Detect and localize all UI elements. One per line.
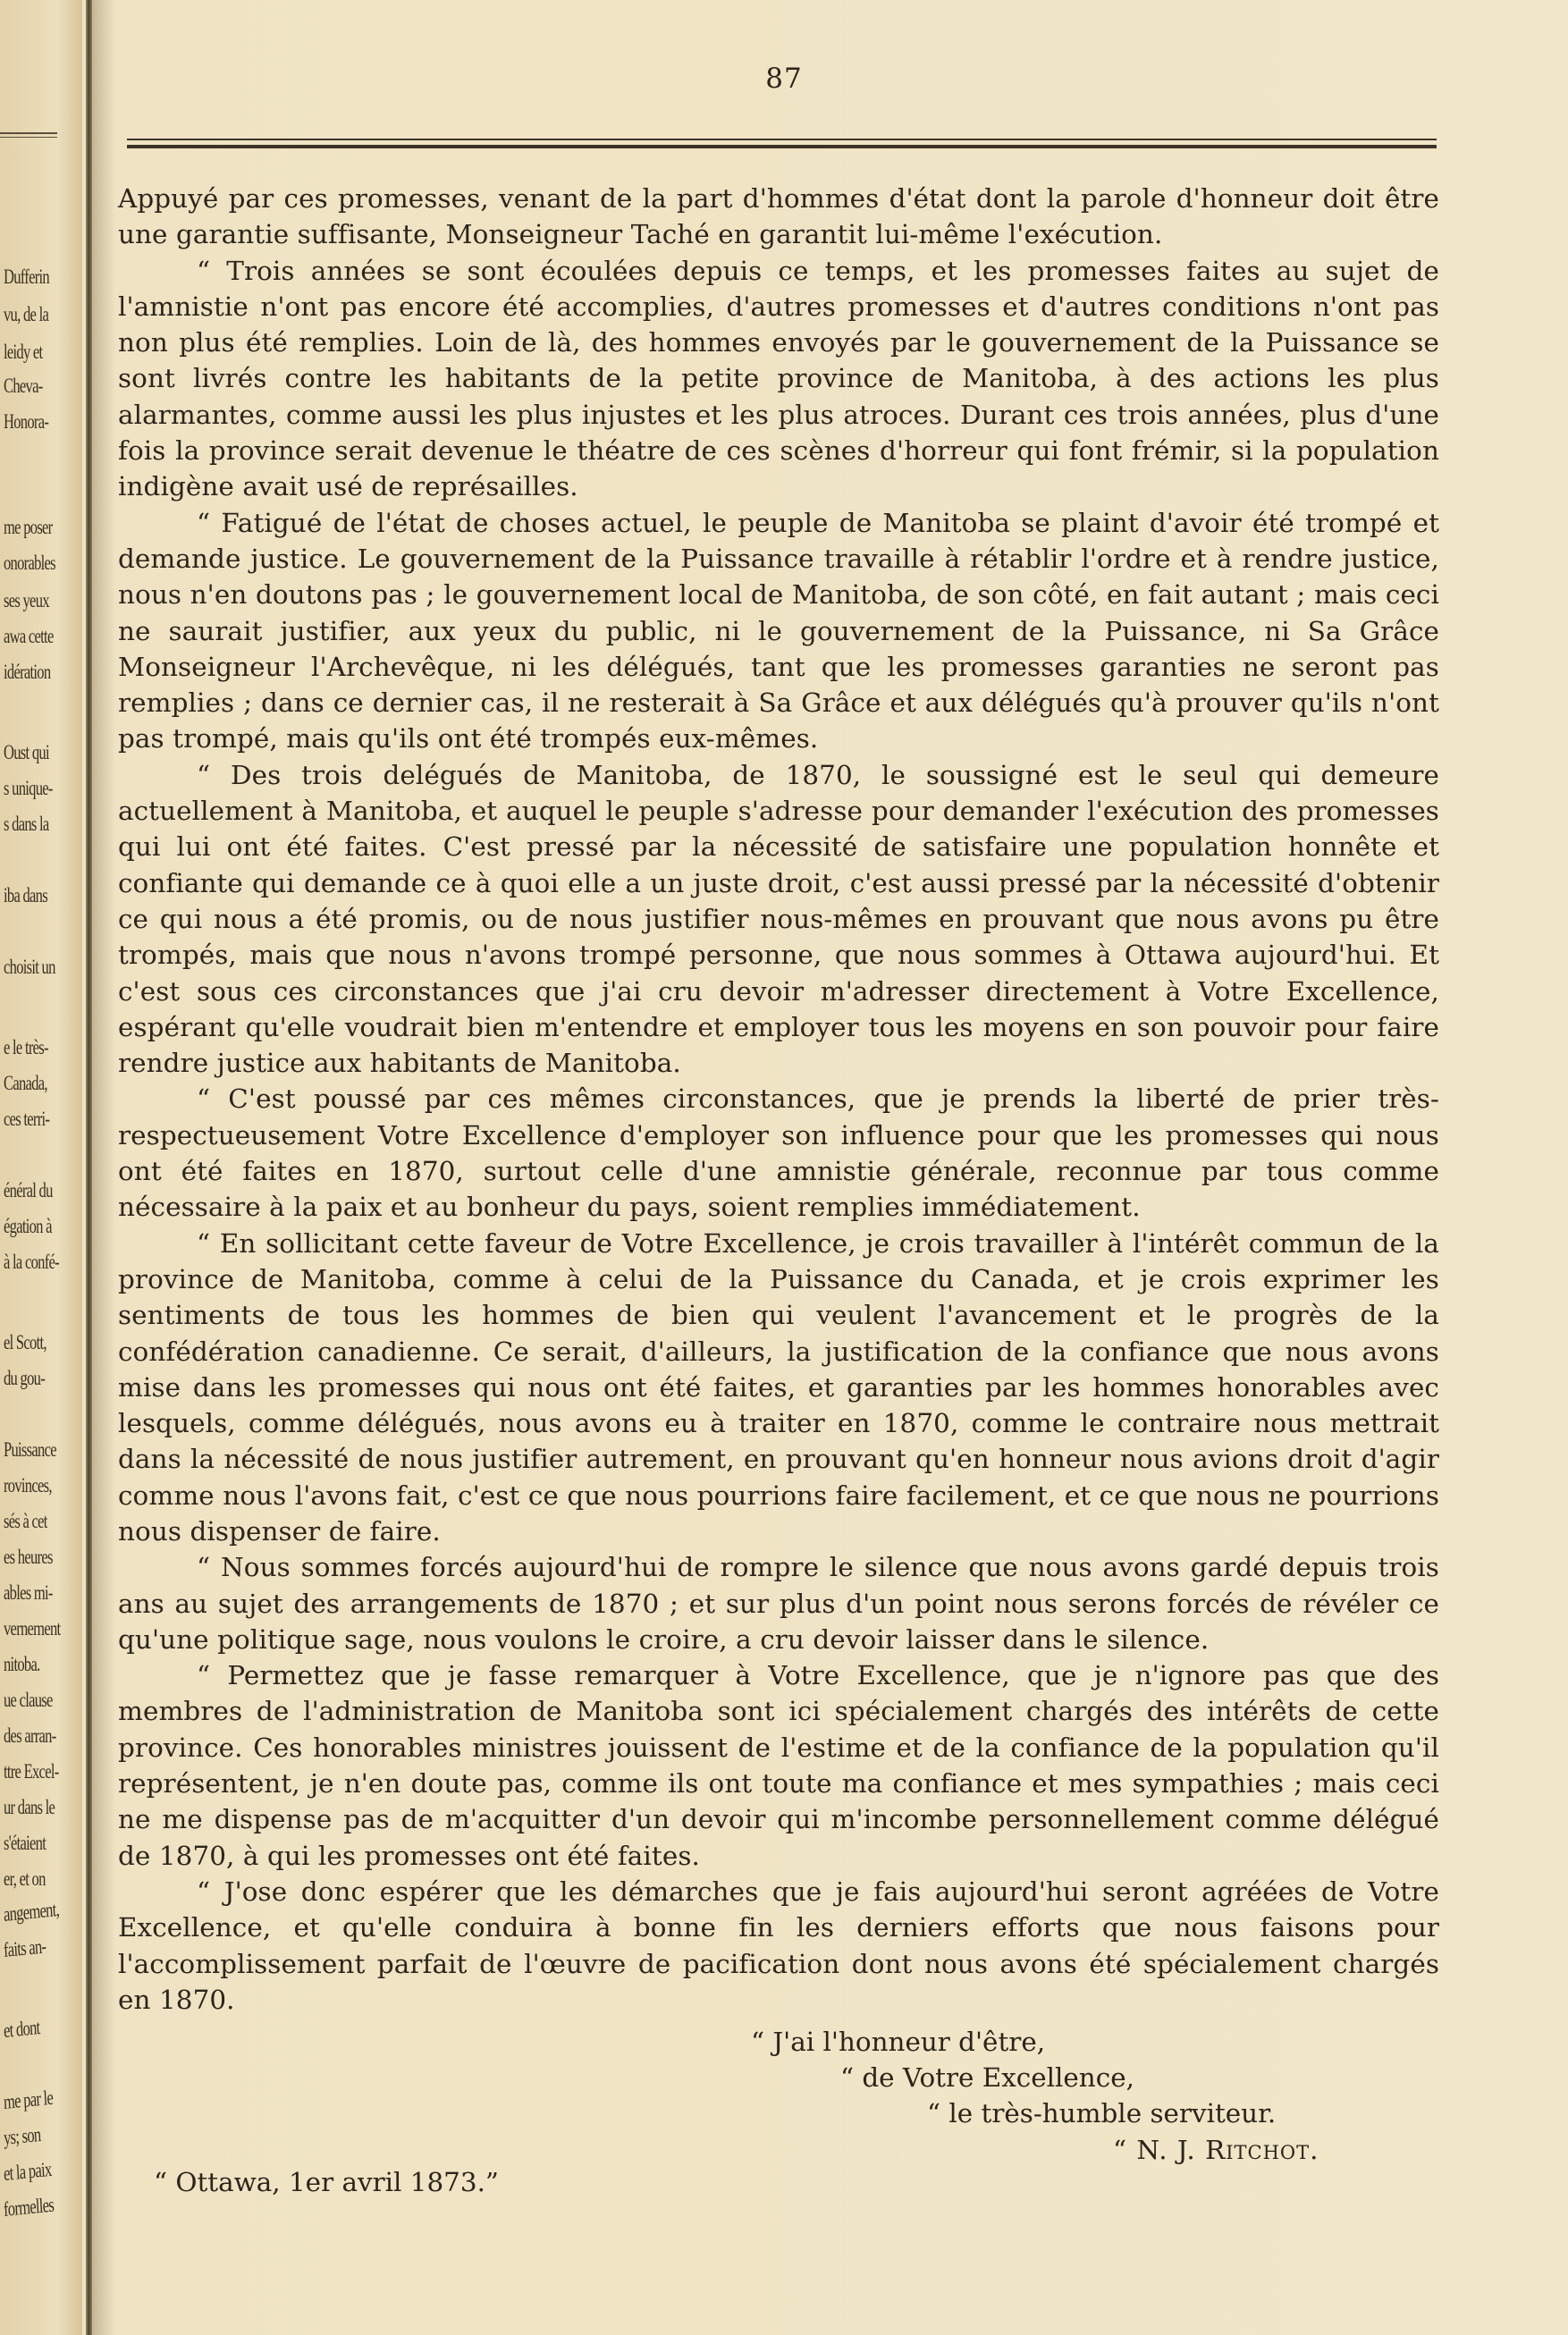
previous-page-fragment: ur dans le xyxy=(4,1796,55,1818)
previous-page-fragment: s'étaient xyxy=(4,1832,46,1854)
gutter-shadow xyxy=(92,0,115,2335)
previous-page-margin xyxy=(0,0,82,2335)
previous-page-fragment: Dufferin xyxy=(4,266,49,288)
previous-page-fragment: Cheva- xyxy=(4,375,43,397)
previous-page-fragment: awa cette xyxy=(4,625,54,647)
previous-page-fragment: angement, xyxy=(3,1898,60,1926)
paragraph: Appuyé par ces promesses, venant de la part d'hommes d'état dont la parole d'honneur doit être une garantie suffisante, Monseigneur Taché en garantit lui-même l'exécution. xyxy=(118,183,1439,250)
page-number: 87 xyxy=(765,63,803,95)
paragraph: “ C'est poussé par ces mêmes circonstances, que je prends la liberté de prier très-respectueusement Votre Excellence d'employer son influence pour que les promesses qui nous ont été faites en 1870, surtout celle d'une amnistie générale, reconnue par tous comme nécessaire à la paix et au bonheur du pays, soient remplies immédiatement. xyxy=(118,1083,1439,1223)
previous-page-fragment: onorables xyxy=(4,552,55,574)
previous-page-fragment: ses yeux xyxy=(4,589,49,611)
paragraph: “ Trois années se sont écoulées depuis ce temps, et les promesses faites au sujet de l'amnistie n'ont pas encore été accomplies, d'autres promesses et d'autres conditions n'ont pas non plus été remplies. Loin de là, des hommes envoyés par le gouvernement de la Puissance se sont livrés contre les habitants de la petite province de Manitoba, à des actions les plus alarmantes, comme aussi les plus injustes et les plus atroces. Durant ces trois années, plus d'une fois la province serait devenue le théatre de ces scènes d'horreur qui font frémir, si la population indigène avait usé de représailles. xyxy=(118,255,1439,502)
header-rule-thick xyxy=(127,145,1437,148)
previous-page-rule xyxy=(0,132,57,138)
previous-page-fragment: me par le xyxy=(3,2086,54,2113)
paragraph: “ Des trois delégués de Manitoba, de 1870, le soussigné est le seul qui demeure actuellement à Manitoba, et auquel le peuple s'adresse pour demander l'exécution des promesses qui lui ont été faites. C'est pressé par la nécessité de satisfaire une population honnête et confiante qui demande ce à quoi elle a un juste droit, c'est aussi pressé par la nécessité d'obtenir ce qui nous a été promis, ou de nous justifier nous-mêmes en prouvant que nous avons pu être trompés, mais que nous n'avons trompé personne, que nous sommes à Ottawa aujourd'hui. Et c'est sous ces circonstances que j'ai cru devoir m'adresser directement à Votre Excellence, espérant qu'elle voudrait bien m'entendre et employer tous les moyens en son pouvoir pour faire rendre justice aux habitants de Manitoba. xyxy=(118,759,1439,1079)
previous-page-fragment: énéral du xyxy=(4,1179,53,1201)
previous-page-fragment: faits an- xyxy=(3,1935,46,1961)
previous-page-fragment: et dont xyxy=(3,2016,41,2042)
previous-page-fragment: el Scott, xyxy=(4,1331,46,1353)
paragraph: “ Permettez que je fasse remarquer à Votre Excellence, que je n'ignore pas que des membres de l'administration de Manitoba sont ici spécialement chargés des intérêts de cette province. Ces honorables ministres jouissent de l'estime et de la confiance de la population qu'il représentent, je n'en doute pas, comme ils ont toute ma confiance et mes sympathies ; mais ceci ne me dispense pas de m'acquitter d'un devoir qui m'incombe personnellement comme délégué de 1870, à qui les promesses ont été faites. xyxy=(118,1660,1439,1871)
header-rule-thin xyxy=(127,139,1437,140)
previous-page-fragment: idération xyxy=(4,661,51,683)
previous-page-fragment: Oust qui xyxy=(4,741,49,763)
previous-page-fragment: Puissance xyxy=(4,1438,56,1461)
previous-page-fragment: sés à cet xyxy=(4,1510,47,1532)
previous-page-fragment: Honora- xyxy=(4,410,49,433)
previous-page-fragment: er, et on xyxy=(4,1867,46,1890)
previous-page-fragment: rovinces, xyxy=(4,1474,52,1496)
previous-page-fragment: ttre Excel- xyxy=(4,1760,59,1783)
previous-page-fragment: à la confé- xyxy=(4,1251,59,1273)
previous-page-fragment: iba dans xyxy=(4,884,47,906)
previous-page-fragment: nitoba. xyxy=(4,1653,40,1675)
previous-page-fragment: ue clause xyxy=(4,1689,53,1711)
paragraph: “ J'ose donc espérer que les démarches que je fais aujourd'hui seront agréées de Votre Excellence, et qu'elle conduira à bonne fin les derniers efforts que nous faisons pour l'accomplissement parfait de l'œuvre de pacification dont nous avons été spécialement chargés en 1870. xyxy=(118,1876,1439,2015)
signature: “ N. J. Ritchot. xyxy=(1113,2135,1319,2165)
previous-page-fragment: Canada, xyxy=(4,1072,47,1094)
previous-page-fragment: es heures xyxy=(4,1546,53,1568)
book-gutter xyxy=(86,0,92,2335)
closing-line-2: “ de Votre Excellence, xyxy=(840,2062,1134,2093)
previous-page-fragment: s dans la xyxy=(4,813,49,835)
previous-page-fragment: s unique- xyxy=(4,777,53,799)
previous-page-fragment: me poser xyxy=(4,516,53,538)
previous-page-fragment: vernement xyxy=(4,1617,61,1640)
previous-page-fragment: égation à xyxy=(4,1215,52,1237)
paragraph: “ Fatigué de l'état de choses actuel, le peuple de Manitoba se plaint d'avoir été trompé et demande justice. Le gouvernement de la Puissance travaille à rétablir l'ordre et à rendre justice, nous n'en doutons pas ; le gouvernement local de Manitoba, de son côté, en fait autant ; mais ceci ne saurait justifier, aux yeux du public, ni le gouvernement de la Puissance, ni Sa Grâce Monseigneur l'Archevêque, ni les délégués, tant que les promesses garanties ne seront pas remplies ; dans ce dernier cas, il ne resterait à Sa Grâce et aux délégués qu'à prouver qu'ils n'ont pas trompé, mais qu'ils ont été trompés eux-mêmes. xyxy=(118,507,1439,754)
closing-line-1: “ J'ai l'honneur d'être, xyxy=(751,2027,1046,2057)
previous-page-fragment: des arran- xyxy=(4,1724,56,1747)
previous-page-fragment: e le très- xyxy=(4,1036,48,1058)
previous-page-fragment: leidy et xyxy=(4,341,43,363)
previous-page-fragment: du gou- xyxy=(4,1367,46,1389)
previous-page-fragment: et la paix xyxy=(3,2157,52,2185)
previous-page-fragment: ces terri- xyxy=(4,1108,50,1130)
paragraph: “ En sollicitant cette faveur de Votre Excellence, je crois travailler à l'intérêt commun de la province de Manitoba, comme à celui de la Puissance du Canada, et je crois exprimer les sentiments de tous les hommes de bien qui veulent l'avancement et le progrès de la confédération canadienne. Ce serait, d'ailleurs, la justification de la confiance que nous avons mise dans les promesses qui nous ont été faites, et garanties par les hommes honorables avec lesquels, comme délégués, nous avons eu à traiter en 1870, comme le contraire nous mettrait dans la nécessité de nous justifier autrement, en prouvant qu'en honneur nous avions droit d'agir comme nous l'avons fait, c'est ce que nous pourrions faire facilement, et ce que nous ne pourrions nous dispenser de faire. xyxy=(118,1227,1439,1547)
dateline: “ Ottawa, 1er avril 1873.” xyxy=(154,2167,499,2197)
previous-page-fragment: ys; son xyxy=(3,2123,41,2149)
paragraph: “ Nous sommes forcés aujourd'hui de rompre le silence que nous avons gardé depuis trois ans au sujet des arrangements de 1870 ; et sur plus d'un point nous serons forcés de révéler ce qu'une politique sage, nous voulons le croire, a cru devoir laisser dans le silence. xyxy=(118,1552,1439,1655)
body-text xyxy=(118,181,1439,2018)
previous-page-fragment: formelles xyxy=(3,2193,55,2221)
closing-line-3: “ le très-humble serviteur. xyxy=(927,2098,1277,2128)
previous-page-fragment: ables mi- xyxy=(4,1581,53,1604)
previous-page-fragment: choisit un xyxy=(4,956,55,978)
previous-page-fragment: vu, de la xyxy=(4,303,49,325)
